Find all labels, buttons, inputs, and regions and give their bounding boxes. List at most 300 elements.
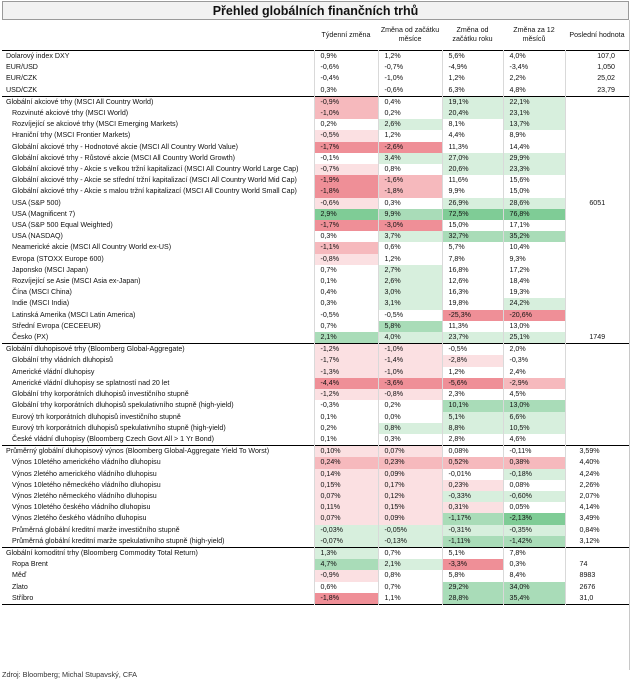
table-row bbox=[2, 389, 629, 400]
row-label: Globální trhy vládních dluhopisů bbox=[12, 356, 113, 365]
value-cell: 0,09% bbox=[378, 469, 442, 480]
value-cell: -3,3% bbox=[442, 559, 503, 570]
last-value-cell bbox=[565, 96, 629, 108]
table-row bbox=[2, 198, 629, 209]
value-cell: -1,9% bbox=[314, 175, 378, 186]
value-cell: 9,9% bbox=[378, 209, 442, 220]
value-cell: -3,4% bbox=[503, 62, 565, 73]
table-row bbox=[2, 298, 629, 309]
value-cell: 0,24% bbox=[314, 457, 378, 468]
row-label: Eurový trh korporátních dluhopisů spekulativního stupně (high-yield) bbox=[12, 423, 226, 432]
table-row bbox=[2, 220, 629, 231]
value-cell: 2,1% bbox=[314, 332, 378, 344]
value-cell: 0,10% bbox=[314, 446, 378, 458]
value-cell: -2,6% bbox=[378, 142, 442, 153]
value-cell: -25,3% bbox=[442, 310, 503, 321]
row-label: Výnos 10letého amerického vládního dluhopisu bbox=[12, 458, 161, 467]
value-cell: -0,6% bbox=[314, 198, 378, 209]
value-cell: 7,8% bbox=[503, 547, 565, 559]
row-label: Výnos 2letého německého vládního dluhopisu bbox=[12, 491, 157, 500]
last-value-cell bbox=[565, 321, 629, 332]
value-cell: 29,9% bbox=[503, 153, 565, 164]
row-label: Globální akciové trhy (MSCI All Country World) bbox=[6, 97, 154, 106]
value-cell: -1,8% bbox=[314, 186, 378, 197]
last-value-cell bbox=[565, 310, 629, 321]
row-label: Globální akciové trhy - Akcie s velkou tržní kapitalizací (MSCI All Country World Large Cap) bbox=[12, 165, 299, 174]
value-cell: 0,23% bbox=[378, 457, 442, 468]
table-row bbox=[2, 491, 629, 502]
last-value-cell bbox=[565, 209, 629, 220]
last-value-cell: 6051 bbox=[565, 198, 629, 209]
table-row bbox=[2, 434, 629, 446]
table-row bbox=[2, 62, 629, 73]
header-12m: Změna za 12 měsíců bbox=[513, 26, 555, 43]
last-value-cell bbox=[565, 344, 629, 356]
value-cell: 0,38% bbox=[503, 457, 565, 468]
value-cell: 0,3% bbox=[314, 298, 378, 309]
value-cell: 2,2% bbox=[503, 73, 565, 84]
last-value-cell bbox=[565, 130, 629, 141]
row-label: Dolarový index DXY bbox=[6, 52, 70, 60]
value-cell: -0,60% bbox=[503, 491, 565, 502]
value-cell: 0,07% bbox=[314, 513, 378, 524]
value-cell: -0,6% bbox=[378, 85, 442, 97]
value-cell: 20,6% bbox=[442, 164, 503, 175]
value-cell: 8,1% bbox=[442, 119, 503, 130]
value-cell: 0,07% bbox=[314, 491, 378, 502]
row-label: Globální akciové trhy - Hodnotové akcie (MSCI All Country World Value) bbox=[12, 142, 239, 151]
table-row bbox=[2, 310, 629, 321]
value-cell: 0,05% bbox=[503, 502, 565, 513]
value-cell: 0,2% bbox=[314, 423, 378, 434]
value-cell: 11,6% bbox=[442, 175, 503, 186]
table-row bbox=[2, 73, 629, 84]
value-cell: -4,4% bbox=[314, 378, 378, 389]
row-label: Zlato bbox=[12, 582, 28, 591]
row-label: USA (S&P 500 Equal Weighted) bbox=[12, 221, 113, 230]
market-table bbox=[2, 20, 629, 605]
last-value-cell bbox=[565, 242, 629, 253]
value-cell: 0,08% bbox=[503, 480, 565, 491]
last-value-cell: 74 bbox=[565, 559, 629, 570]
value-cell: -0,31% bbox=[442, 525, 503, 536]
last-value-cell: 8983 bbox=[565, 570, 629, 581]
value-cell: 12,6% bbox=[442, 276, 503, 287]
last-value-cell bbox=[565, 142, 629, 153]
value-cell: 0,15% bbox=[378, 502, 442, 513]
last-value-cell bbox=[565, 423, 629, 434]
value-cell: 22,1% bbox=[503, 96, 565, 108]
value-cell: -1,7% bbox=[314, 220, 378, 231]
last-value-cell: 31,0 bbox=[565, 593, 629, 605]
value-cell: 0,6% bbox=[378, 242, 442, 253]
value-cell: -0,6% bbox=[314, 62, 378, 73]
row-label: Neamerické akcie (MSCI All Country World ex-US) bbox=[12, 243, 172, 252]
value-cell: 3,7% bbox=[378, 231, 442, 242]
row-label: Globální dluhopisové trhy (Bloomberg Global-Aggregate) bbox=[6, 345, 185, 354]
value-cell: 0,07% bbox=[378, 446, 442, 458]
row-label: Rozvinuté akciové trhy (MSCI World) bbox=[12, 109, 129, 118]
row-label: USA (NASDAQ) bbox=[12, 232, 63, 241]
table-row bbox=[2, 536, 629, 548]
value-cell: 14,4% bbox=[503, 142, 565, 153]
row-label: USD/CZK bbox=[6, 85, 38, 94]
value-cell: 32,7% bbox=[442, 231, 503, 242]
row-label: Globální trhy korporátních dluhopisů investičního stupně bbox=[12, 390, 189, 399]
row-label: Výnos 10letého německého vládního dluhopisu bbox=[12, 480, 161, 489]
last-value-cell: 4,24% bbox=[565, 469, 629, 480]
value-cell: 3,0% bbox=[378, 287, 442, 298]
row-label: USA (S&P 500) bbox=[12, 198, 61, 207]
last-value-cell bbox=[565, 547, 629, 559]
value-cell: 0,3% bbox=[378, 198, 442, 209]
value-cell: 5,8% bbox=[442, 570, 503, 581]
row-label: Průměrná globální kreditní marže investičního stupně bbox=[12, 525, 180, 534]
value-cell: -0,8% bbox=[378, 389, 442, 400]
value-cell: 0,17% bbox=[378, 480, 442, 491]
value-cell: 0,0% bbox=[378, 412, 442, 423]
last-value-cell: 107,0 bbox=[565, 51, 629, 63]
value-cell: 23,1% bbox=[503, 108, 565, 119]
value-cell: 0,2% bbox=[378, 108, 442, 119]
value-cell: 10,4% bbox=[503, 242, 565, 253]
row-label: Americké vládní dluhopisy bbox=[12, 367, 95, 376]
row-label: Měď bbox=[12, 571, 27, 580]
row-label: Výnos 2letého amerického vládního dluhopisu bbox=[12, 469, 157, 478]
value-cell: 2,6% bbox=[378, 276, 442, 287]
value-cell: 0,4% bbox=[314, 287, 378, 298]
value-cell: -0,35% bbox=[503, 525, 565, 536]
value-cell: 0,11% bbox=[314, 502, 378, 513]
last-value-cell bbox=[565, 367, 629, 378]
table-row bbox=[2, 186, 629, 197]
value-cell: 34,0% bbox=[503, 582, 565, 593]
value-cell: -3,6% bbox=[378, 378, 442, 389]
table-row bbox=[2, 153, 629, 164]
value-cell: 5,1% bbox=[442, 412, 503, 423]
value-cell: 72,5% bbox=[442, 209, 503, 220]
value-cell: 16,8% bbox=[442, 265, 503, 276]
value-cell: 6,6% bbox=[503, 412, 565, 423]
value-cell: -0,5% bbox=[378, 310, 442, 321]
table-row bbox=[2, 332, 629, 344]
value-cell: -0,07% bbox=[314, 536, 378, 548]
row-label: Ropa Brent bbox=[12, 560, 48, 569]
value-cell: 13,0% bbox=[503, 400, 565, 411]
value-cell: 2,8% bbox=[442, 434, 503, 446]
value-cell: 0,14% bbox=[314, 469, 378, 480]
header-row bbox=[2, 20, 629, 51]
row-label: Čína (MSCI China) bbox=[12, 288, 72, 297]
table-row bbox=[2, 242, 629, 253]
value-cell: 23,3% bbox=[503, 164, 565, 175]
last-value-cell bbox=[565, 389, 629, 400]
value-cell: 15,0% bbox=[503, 186, 565, 197]
value-cell: 6,3% bbox=[442, 85, 503, 97]
value-cell: 0,9% bbox=[314, 51, 378, 63]
value-cell: 4,4% bbox=[442, 130, 503, 141]
value-cell: -1,2% bbox=[314, 344, 378, 356]
last-value-cell: 3,59% bbox=[565, 446, 629, 458]
value-cell: -0,8% bbox=[314, 254, 378, 265]
value-cell: 0,3% bbox=[503, 559, 565, 570]
value-cell: -1,8% bbox=[378, 186, 442, 197]
row-label: Průměrný globální dluhopisový výnos (Bloomberg Global-Aggregate Yield To Worst) bbox=[6, 447, 270, 456]
value-cell: 19,1% bbox=[442, 96, 503, 108]
table-row bbox=[2, 593, 629, 605]
value-cell: 10,5% bbox=[503, 423, 565, 434]
table-row bbox=[2, 321, 629, 332]
value-cell: 1,2% bbox=[378, 130, 442, 141]
value-cell: 15,0% bbox=[442, 220, 503, 231]
value-cell: 0,1% bbox=[314, 276, 378, 287]
table-row bbox=[2, 85, 629, 97]
last-value-cell: 25,02 bbox=[565, 73, 629, 84]
value-cell: -2,8% bbox=[442, 355, 503, 366]
value-cell: -1,0% bbox=[314, 108, 378, 119]
row-label: Globální komoditní trhy (Bloomberg Commodity Total Return) bbox=[6, 548, 198, 557]
value-cell: 2,4% bbox=[503, 367, 565, 378]
table-row bbox=[2, 344, 629, 356]
value-cell: -1,0% bbox=[378, 344, 442, 356]
last-value-cell bbox=[565, 254, 629, 265]
value-cell: 1,2% bbox=[378, 254, 442, 265]
table-row bbox=[2, 400, 629, 411]
value-cell: -5,6% bbox=[442, 378, 503, 389]
value-cell: 0,31% bbox=[442, 502, 503, 513]
value-cell: -1,0% bbox=[378, 367, 442, 378]
last-value-cell: 2,07% bbox=[565, 491, 629, 502]
value-cell: 1,3% bbox=[314, 547, 378, 559]
value-cell: 2,6% bbox=[378, 119, 442, 130]
last-value-cell: 3,49% bbox=[565, 513, 629, 524]
last-value-cell bbox=[565, 287, 629, 298]
value-cell: -0,4% bbox=[314, 73, 378, 84]
value-cell: -0,01% bbox=[442, 469, 503, 480]
value-cell: 13,0% bbox=[503, 321, 565, 332]
value-cell: -1,6% bbox=[378, 175, 442, 186]
table-row bbox=[2, 513, 629, 524]
table-row bbox=[2, 96, 629, 108]
value-cell: -1,1% bbox=[314, 242, 378, 253]
last-value-cell: 4,40% bbox=[565, 457, 629, 468]
value-cell: -1,3% bbox=[314, 367, 378, 378]
value-cell: -1,2% bbox=[314, 389, 378, 400]
table-row bbox=[2, 254, 629, 265]
value-cell: -0,7% bbox=[314, 164, 378, 175]
value-cell: -0,11% bbox=[503, 446, 565, 458]
header-mtd: Změna od začátku měsíce bbox=[380, 26, 440, 43]
row-label: Latinská Amerika (MSCI Latin America) bbox=[12, 310, 136, 319]
table-row bbox=[2, 582, 629, 593]
row-label: České vládní dluhopisy (Bloomberg Czech Govt All > 1 Yr Bond) bbox=[12, 434, 214, 443]
last-value-cell bbox=[565, 412, 629, 423]
row-label: Globální akciové trhy - Akcie se střední tržní kapitalizací (MSCI All Country World Mid Cap) bbox=[12, 176, 297, 185]
value-cell: 2,1% bbox=[378, 559, 442, 570]
value-cell: 5,6% bbox=[442, 51, 503, 63]
value-cell: 0,2% bbox=[378, 400, 442, 411]
last-value-cell bbox=[565, 276, 629, 287]
value-cell: 35,4% bbox=[503, 593, 565, 605]
row-label: Japonsko (MSCI Japan) bbox=[12, 265, 89, 274]
last-value-cell bbox=[565, 119, 629, 130]
table-row bbox=[2, 525, 629, 536]
value-cell: 0,7% bbox=[378, 547, 442, 559]
table-row bbox=[2, 209, 629, 220]
table-row bbox=[2, 480, 629, 491]
value-cell: -0,13% bbox=[378, 536, 442, 548]
value-cell: 3,1% bbox=[378, 298, 442, 309]
value-cell: 0,12% bbox=[378, 491, 442, 502]
table-row bbox=[2, 570, 629, 581]
value-cell: 1,2% bbox=[378, 51, 442, 63]
last-value-cell bbox=[565, 400, 629, 411]
value-cell: 17,1% bbox=[503, 220, 565, 231]
value-cell: 0,8% bbox=[378, 570, 442, 581]
value-cell: -2,9% bbox=[503, 378, 565, 389]
last-value-cell bbox=[565, 186, 629, 197]
value-cell: 4,8% bbox=[503, 85, 565, 97]
row-label: Globální akciové trhy - Akcie s malou tržní kapitalizací (MSCI All Country World Small Cap) bbox=[12, 187, 297, 196]
value-cell: -1,4% bbox=[378, 355, 442, 366]
value-cell: 0,15% bbox=[314, 480, 378, 491]
value-cell: 8,4% bbox=[503, 570, 565, 581]
table-row bbox=[2, 412, 629, 423]
last-value-cell bbox=[565, 153, 629, 164]
value-cell: 76,8% bbox=[503, 209, 565, 220]
table-row bbox=[2, 287, 629, 298]
table-row bbox=[2, 108, 629, 119]
value-cell: 19,8% bbox=[442, 298, 503, 309]
value-cell: 8,8% bbox=[442, 423, 503, 434]
value-cell: -1,8% bbox=[314, 593, 378, 605]
row-label: Výnos 10letého českého vládního dluhopisu bbox=[12, 503, 151, 512]
last-value-cell bbox=[565, 434, 629, 446]
value-cell: 9,9% bbox=[442, 186, 503, 197]
value-cell: 0,8% bbox=[378, 164, 442, 175]
row-label: Indie (MSCI India) bbox=[12, 299, 70, 308]
value-cell: 4,0% bbox=[503, 51, 565, 63]
value-cell: 1,1% bbox=[378, 593, 442, 605]
value-cell: 8,9% bbox=[503, 130, 565, 141]
value-cell: -20,6% bbox=[503, 310, 565, 321]
row-label: Rozvíjející se Asie (MSCI Asia ex-Japan) bbox=[12, 277, 141, 286]
row-label: Globální trhy korporátních dluhopisů spekulativního stupně (high-yield) bbox=[12, 401, 234, 410]
value-cell: 4,0% bbox=[378, 332, 442, 344]
last-value-cell: 1,050 bbox=[565, 62, 629, 73]
value-cell: 4,7% bbox=[314, 559, 378, 570]
row-label: EUR/CZK bbox=[6, 74, 38, 83]
value-cell: 15,6% bbox=[503, 175, 565, 186]
value-cell: 2,0% bbox=[503, 344, 565, 356]
table-row bbox=[2, 164, 629, 175]
value-cell: 26,9% bbox=[442, 198, 503, 209]
row-label: USA (Magnificent 7) bbox=[12, 209, 76, 218]
value-cell: 25,1% bbox=[503, 332, 565, 344]
value-cell: 5,7% bbox=[442, 242, 503, 253]
value-cell: -0,3% bbox=[503, 355, 565, 366]
header-label bbox=[2, 20, 314, 51]
last-value-cell: 2,26% bbox=[565, 480, 629, 491]
value-cell: 11,3% bbox=[442, 142, 503, 153]
last-value-cell bbox=[565, 108, 629, 119]
row-label: EUR/USD bbox=[6, 63, 38, 72]
value-cell: 0,7% bbox=[314, 265, 378, 276]
value-cell: -3,0% bbox=[378, 220, 442, 231]
table-row bbox=[2, 265, 629, 276]
row-label: Eurový trh korporátních dluhopisů investičního stupně bbox=[12, 412, 181, 421]
value-cell: 0,3% bbox=[314, 85, 378, 97]
value-cell: 28,6% bbox=[503, 198, 565, 209]
value-cell: -0,9% bbox=[314, 570, 378, 581]
value-cell: 1,2% bbox=[442, 73, 503, 84]
last-value-cell: 1749 bbox=[565, 332, 629, 344]
value-cell: -1,11% bbox=[442, 536, 503, 548]
last-value-cell: 4,14% bbox=[565, 502, 629, 513]
value-cell: -1,42% bbox=[503, 536, 565, 548]
table-row bbox=[2, 502, 629, 513]
last-value-cell: 3,12% bbox=[565, 536, 629, 548]
table-body bbox=[2, 51, 629, 605]
table-row bbox=[2, 142, 629, 153]
table-row bbox=[2, 457, 629, 468]
value-cell: 4,5% bbox=[503, 389, 565, 400]
value-cell: 20,4% bbox=[442, 108, 503, 119]
value-cell: 0,08% bbox=[442, 446, 503, 458]
value-cell: -0,7% bbox=[378, 62, 442, 73]
value-cell: 0,23% bbox=[442, 480, 503, 491]
last-value-cell bbox=[565, 355, 629, 366]
table-row bbox=[2, 355, 629, 366]
value-cell: 0,7% bbox=[378, 582, 442, 593]
row-label: Hraniční trhy (MSCI Frontier Markets) bbox=[12, 131, 131, 140]
row-label: Stříbro bbox=[12, 593, 34, 602]
last-value-cell bbox=[565, 298, 629, 309]
value-cell: -0,9% bbox=[314, 96, 378, 108]
table-row bbox=[2, 559, 629, 570]
table-row bbox=[2, 469, 629, 480]
value-cell: -0,3% bbox=[314, 400, 378, 411]
value-cell: 0,8% bbox=[378, 423, 442, 434]
row-label: Globální akciové trhy - Růstové akcie (MSCI All Country World Growth) bbox=[12, 153, 236, 162]
last-value-cell bbox=[565, 220, 629, 231]
value-cell: 24,2% bbox=[503, 298, 565, 309]
value-cell: 28,8% bbox=[442, 593, 503, 605]
header-ytd: Změna od začátku roku bbox=[452, 26, 493, 43]
header-last: Poslední hodnota bbox=[569, 30, 625, 39]
value-cell: -0,5% bbox=[442, 344, 503, 356]
value-cell: -1,17% bbox=[442, 513, 503, 524]
value-cell: 9,3% bbox=[503, 254, 565, 265]
value-cell: -1,7% bbox=[314, 142, 378, 153]
value-cell: 0,1% bbox=[314, 412, 378, 423]
value-cell: 10,1% bbox=[442, 400, 503, 411]
table-row bbox=[2, 119, 629, 130]
value-cell: -0,05% bbox=[378, 525, 442, 536]
last-value-cell: 2676 bbox=[565, 582, 629, 593]
value-cell: 11,3% bbox=[442, 321, 503, 332]
value-cell: 5,1% bbox=[442, 547, 503, 559]
value-cell: 4,6% bbox=[503, 434, 565, 446]
value-cell: 35,2% bbox=[503, 231, 565, 242]
value-cell: -1,7% bbox=[314, 355, 378, 366]
table-row bbox=[2, 175, 629, 186]
table-row bbox=[2, 547, 629, 559]
last-value-cell bbox=[565, 164, 629, 175]
value-cell: -0,1% bbox=[314, 153, 378, 164]
value-cell: 13,7% bbox=[503, 119, 565, 130]
row-label: Průměrná globální kreditní marže spekulativního stupně (high-yield) bbox=[12, 536, 225, 545]
